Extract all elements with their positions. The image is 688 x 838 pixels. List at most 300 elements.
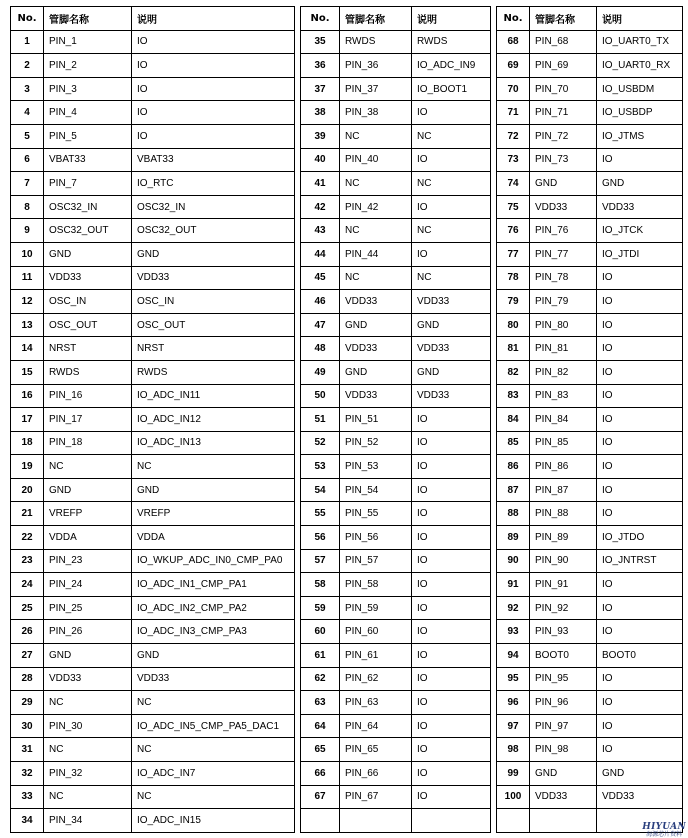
pin-name: NC: [340, 266, 412, 290]
pin-description: VDDA: [132, 526, 295, 550]
pin-name: PIN_25: [44, 596, 132, 620]
table-row: [497, 124, 683, 148]
table-row: [497, 408, 683, 432]
pin-name: RWDS: [44, 360, 132, 384]
pin-name: VDD33: [340, 290, 412, 314]
pin-description: IO: [597, 408, 683, 432]
pin-name: PIN_78: [530, 266, 597, 290]
pin-description: IO: [412, 431, 491, 455]
pin-name: VDD33: [44, 667, 132, 691]
pin-name: PIN_69: [530, 54, 597, 78]
pin-description: IO_ADC_IN9: [412, 54, 491, 78]
pin-name: PIN_63: [340, 691, 412, 715]
pin-name: NC: [44, 455, 132, 479]
pin-number: 23: [11, 549, 44, 573]
header-desc: 说明: [412, 7, 491, 31]
pin-description: IO: [597, 266, 683, 290]
table-row: [301, 77, 491, 101]
table-row: [11, 266, 295, 290]
pin-number: 92: [497, 596, 530, 620]
pin-number: 68: [497, 30, 530, 54]
pin-number: 73: [497, 148, 530, 172]
table-row: [11, 242, 295, 266]
table-row: [11, 172, 295, 196]
pin-name: PIN_16: [44, 384, 132, 408]
pin-description: IO: [597, 384, 683, 408]
pin-name: PIN_38: [340, 101, 412, 125]
table-row: [497, 762, 683, 786]
pin-description: BOOT0: [597, 644, 683, 668]
pin-name: PIN_71: [530, 101, 597, 125]
pin-name: PIN_5: [44, 124, 132, 148]
pin-name: PIN_66: [340, 762, 412, 786]
pin-name: PIN_76: [530, 219, 597, 243]
pin-description: IO: [597, 290, 683, 314]
table-header-row: [301, 7, 491, 31]
pin-description: IO: [412, 101, 491, 125]
pin-table-2: [300, 6, 491, 833]
pin-number: 80: [497, 313, 530, 337]
pin-name: NC: [44, 785, 132, 809]
pin-description: IO_JTCK: [597, 219, 683, 243]
table-row: [497, 573, 683, 597]
table-row: [11, 596, 295, 620]
pin-number: 45: [301, 266, 340, 290]
pin-name: NC: [340, 219, 412, 243]
table-row: [11, 77, 295, 101]
pin-number: 48: [301, 337, 340, 361]
pin-description: IO: [412, 762, 491, 786]
pin-name: BOOT0: [530, 644, 597, 668]
pin-description: NC: [132, 691, 295, 715]
pin-description: VDD33: [597, 195, 683, 219]
empty-cell: [530, 809, 597, 833]
pin-number: 94: [497, 644, 530, 668]
pin-description: IO: [412, 502, 491, 526]
pin-description: GND: [132, 242, 295, 266]
pin-name: NC: [44, 738, 132, 762]
pin-description: IO: [597, 573, 683, 597]
header-no: No.: [301, 7, 340, 31]
pin-number: 91: [497, 573, 530, 597]
pin-name: GND: [530, 762, 597, 786]
pin-description: IO: [412, 620, 491, 644]
header-pin-name: 管脚名称: [340, 7, 412, 31]
table-row: [497, 596, 683, 620]
pin-number: 44: [301, 242, 340, 266]
pin-number: 54: [301, 478, 340, 502]
header-pin-name: 管脚名称: [530, 7, 597, 31]
pin-description: IO: [412, 455, 491, 479]
table-row: [11, 573, 295, 597]
table-row: [11, 408, 295, 432]
pin-number: 46: [301, 290, 340, 314]
table-row: [301, 195, 491, 219]
table-row: [11, 313, 295, 337]
pin-number: 17: [11, 408, 44, 432]
pin-number: 36: [301, 54, 340, 78]
pin-name: GND: [44, 644, 132, 668]
pin-description: IO: [412, 195, 491, 219]
pin-description: VDD33: [412, 384, 491, 408]
pin-table-1: [10, 6, 295, 833]
pin-name: PIN_1: [44, 30, 132, 54]
pin-name: VDD33: [340, 337, 412, 361]
table-row: [497, 172, 683, 196]
pin-description: IO: [412, 526, 491, 550]
pin-number: 38: [301, 101, 340, 125]
pin-name: PIN_52: [340, 431, 412, 455]
table-row: [497, 738, 683, 762]
pin-name: PIN_18: [44, 431, 132, 455]
pin-description: IO_UART0_TX: [597, 30, 683, 54]
pin-description: IO: [412, 714, 491, 738]
pin-name: PIN_95: [530, 667, 597, 691]
table-row: [301, 738, 491, 762]
pin-number: 59: [301, 596, 340, 620]
pin-name: PIN_82: [530, 360, 597, 384]
pin-description: IO_ADC_IN5_CMP_PA5_DAC1: [132, 714, 295, 738]
pin-number: 84: [497, 408, 530, 432]
pin-number: 82: [497, 360, 530, 384]
table-row: [301, 337, 491, 361]
empty-cell: [301, 809, 340, 833]
pin-number: 33: [11, 785, 44, 809]
pin-description: VDD33: [132, 266, 295, 290]
header-pin-name: 管脚名称: [44, 7, 132, 31]
pin-name: PIN_77: [530, 242, 597, 266]
pin-name: NC: [44, 691, 132, 715]
pin-number: 9: [11, 219, 44, 243]
pin-name: PIN_64: [340, 714, 412, 738]
pin-name: PIN_85: [530, 431, 597, 455]
pin-description: IO_ADC_IN11: [132, 384, 295, 408]
pin-description: VDD33: [132, 667, 295, 691]
pin-number: 5: [11, 124, 44, 148]
pin-description: IO_WKUP_ADC_IN0_CMP_PA0: [132, 549, 295, 573]
pin-name: PIN_58: [340, 573, 412, 597]
pin-number: 21: [11, 502, 44, 526]
pin-name: VBAT33: [44, 148, 132, 172]
pin-description: GND: [412, 360, 491, 384]
pin-number: 60: [301, 620, 340, 644]
pin-name: PIN_17: [44, 408, 132, 432]
pin-name: PIN_2: [44, 54, 132, 78]
pin-description: OSC_IN: [132, 290, 295, 314]
pin-description: IO: [597, 691, 683, 715]
table-row: [301, 691, 491, 715]
pin-description: IO: [597, 148, 683, 172]
pin-name: PIN_32: [44, 762, 132, 786]
header-no: No.: [11, 7, 44, 31]
pin-description: IO_UART0_RX: [597, 54, 683, 78]
pin-description: IO_ADC_IN2_CMP_PA2: [132, 596, 295, 620]
table-row: [11, 337, 295, 361]
header-desc: 说明: [132, 7, 295, 31]
pin-name: OSC_OUT: [44, 313, 132, 337]
pin-name: PIN_83: [530, 384, 597, 408]
pin-name: PIN_36: [340, 54, 412, 78]
pin-name: PIN_72: [530, 124, 597, 148]
table-row: [11, 124, 295, 148]
pin-number: 79: [497, 290, 530, 314]
table-row: [11, 290, 295, 314]
pin-number: 56: [301, 526, 340, 550]
pin-number: 25: [11, 596, 44, 620]
pin-description: IO_JTDO: [597, 526, 683, 550]
pin-description: IO: [412, 596, 491, 620]
table-row: [11, 502, 295, 526]
pin-name: GND: [340, 360, 412, 384]
pin-description: IO_ADC_IN13: [132, 431, 295, 455]
table-row: [301, 360, 491, 384]
pin-number: 4: [11, 101, 44, 125]
table-row: [301, 573, 491, 597]
table-row: [497, 337, 683, 361]
pin-description: IO: [412, 242, 491, 266]
pin-name: PIN_87: [530, 478, 597, 502]
table-row: [11, 431, 295, 455]
pin-description: VDD33: [412, 337, 491, 361]
pin-description: IO: [412, 148, 491, 172]
pin-description: GND: [597, 762, 683, 786]
pin-description: IO_BOOT1: [412, 77, 491, 101]
pin-number: 99: [497, 762, 530, 786]
pin-number: 53: [301, 455, 340, 479]
header-no: No.: [497, 7, 530, 31]
pin-number: 90: [497, 549, 530, 573]
pin-number: 47: [301, 313, 340, 337]
table-row: [11, 101, 295, 125]
table-row-empty: [301, 809, 491, 833]
pin-number: 98: [497, 738, 530, 762]
table-row: [11, 762, 295, 786]
pin-number: 75: [497, 195, 530, 219]
table-row: [497, 360, 683, 384]
pin-name: PIN_73: [530, 148, 597, 172]
pin-number: 43: [301, 219, 340, 243]
pin-number: 15: [11, 360, 44, 384]
pin-description: IO: [412, 738, 491, 762]
watermark-line2: 海源芯片资料: [646, 831, 683, 838]
table-row: [301, 502, 491, 526]
pin-name: PIN_70: [530, 77, 597, 101]
pin-name: PIN_96: [530, 691, 597, 715]
pin-name: VDD33: [44, 266, 132, 290]
pin-number: 20: [11, 478, 44, 502]
pin-description: IO: [597, 360, 683, 384]
pin-name: PIN_98: [530, 738, 597, 762]
table-row: [11, 360, 295, 384]
table-header-row: [497, 7, 683, 31]
table-row: [497, 714, 683, 738]
pin-description: GND: [597, 172, 683, 196]
pin-number: 42: [301, 195, 340, 219]
table-row: [497, 290, 683, 314]
header-desc: 说明: [597, 7, 683, 31]
pin-description: IO: [132, 77, 295, 101]
pin-number: 88: [497, 502, 530, 526]
pin-name: PIN_65: [340, 738, 412, 762]
pin-name: PIN_23: [44, 549, 132, 573]
pin-number: 85: [497, 431, 530, 455]
table-row: [11, 667, 295, 691]
pin-number: 50: [301, 384, 340, 408]
pin-name: PIN_79: [530, 290, 597, 314]
pin-number: 86: [497, 455, 530, 479]
pin-number: 77: [497, 242, 530, 266]
pin-description: IO: [412, 644, 491, 668]
pin-name: OSC_IN: [44, 290, 132, 314]
pin-description: GND: [132, 478, 295, 502]
table-row: [497, 667, 683, 691]
table-row: [11, 195, 295, 219]
table-row: [301, 384, 491, 408]
table-row: [301, 30, 491, 54]
table-row: [497, 242, 683, 266]
pin-name: VDD33: [340, 384, 412, 408]
pin-description: IO: [132, 101, 295, 125]
pin-name: OSC32_OUT: [44, 219, 132, 243]
table-row: [497, 54, 683, 78]
pin-number: 96: [497, 691, 530, 715]
pin-name: PIN_86: [530, 455, 597, 479]
pin-number: 62: [301, 667, 340, 691]
pin-name: PIN_51: [340, 408, 412, 432]
pin-description: IO: [597, 478, 683, 502]
table-row: [497, 620, 683, 644]
pin-number: 16: [11, 384, 44, 408]
table-row: [11, 455, 295, 479]
pin-number: 7: [11, 172, 44, 196]
table-row: [301, 101, 491, 125]
pin-number: 57: [301, 549, 340, 573]
table-row: [497, 77, 683, 101]
pin-number: 100: [497, 785, 530, 809]
pin-name: PIN_62: [340, 667, 412, 691]
pin-name: NC: [340, 124, 412, 148]
pin-name: PIN_37: [340, 77, 412, 101]
pin-number: 76: [497, 219, 530, 243]
pin-name: PIN_42: [340, 195, 412, 219]
table-row: [301, 714, 491, 738]
pin-description: IO: [412, 667, 491, 691]
pin-number: 19: [11, 455, 44, 479]
table-row: [497, 30, 683, 54]
pin-number: 41: [301, 172, 340, 196]
pin-number: 78: [497, 266, 530, 290]
pin-name: RWDS: [340, 30, 412, 54]
pin-number: 24: [11, 573, 44, 597]
pin-description: NRST: [132, 337, 295, 361]
table-row: [497, 219, 683, 243]
pin-name: PIN_54: [340, 478, 412, 502]
pin-description: IO: [412, 478, 491, 502]
pin-name: PIN_89: [530, 526, 597, 550]
table-row: [301, 148, 491, 172]
pin-name: PIN_84: [530, 408, 597, 432]
table-header-row: [11, 7, 295, 31]
pin-name: PIN_34: [44, 809, 132, 833]
pin-name: PIN_81: [530, 337, 597, 361]
pin-number: 72: [497, 124, 530, 148]
pin-number: 58: [301, 573, 340, 597]
pin-description: NC: [132, 738, 295, 762]
pin-description: IO_JTDI: [597, 242, 683, 266]
pin-description: IO_ADC_IN15: [132, 809, 295, 833]
pin-description: OSC_OUT: [132, 313, 295, 337]
pin-description: IO_ADC_IN12: [132, 408, 295, 432]
pin-description: IO_USBDP: [597, 101, 683, 125]
pin-description: IO: [132, 54, 295, 78]
table-row: [497, 101, 683, 125]
pin-name: PIN_24: [44, 573, 132, 597]
pin-number: 34: [11, 809, 44, 833]
watermark-logo: [642, 823, 686, 838]
pin-number: 95: [497, 667, 530, 691]
pin-name: PIN_3: [44, 77, 132, 101]
table-row: [11, 219, 295, 243]
pin-name: PIN_68: [530, 30, 597, 54]
pin-number: 10: [11, 242, 44, 266]
pin-name: GND: [44, 242, 132, 266]
table-row: [11, 620, 295, 644]
pin-number: 49: [301, 360, 340, 384]
table-row: [497, 644, 683, 668]
table-row: [301, 313, 491, 337]
pin-description: NC: [132, 785, 295, 809]
pin-number: 8: [11, 195, 44, 219]
pin-name: PIN_4: [44, 101, 132, 125]
pin-number: 2: [11, 54, 44, 78]
table-row: [11, 714, 295, 738]
table-row: [301, 172, 491, 196]
pin-number: 87: [497, 478, 530, 502]
pin-description: IO_JTMS: [597, 124, 683, 148]
empty-cell: [340, 809, 412, 833]
pin-number: 31: [11, 738, 44, 762]
pin-number: 26: [11, 620, 44, 644]
table-row: [301, 124, 491, 148]
pin-name: PIN_40: [340, 148, 412, 172]
table-row: [301, 526, 491, 550]
pin-number: 52: [301, 431, 340, 455]
pin-number: 74: [497, 172, 530, 196]
pin-name: PIN_30: [44, 714, 132, 738]
pin-name: NRST: [44, 337, 132, 361]
pin-description: RWDS: [132, 360, 295, 384]
table-row: [497, 266, 683, 290]
pin-name: VDD33: [530, 195, 597, 219]
pin-number: 63: [301, 691, 340, 715]
pin-name: PIN_56: [340, 526, 412, 550]
pin-name: PIN_26: [44, 620, 132, 644]
pin-description: NC: [412, 124, 491, 148]
pin-description: IO: [597, 714, 683, 738]
table-row: [301, 596, 491, 620]
pin-name: PIN_88: [530, 502, 597, 526]
pin-description: NC: [412, 266, 491, 290]
pin-description: IO_ADC_IN3_CMP_PA3: [132, 620, 295, 644]
pin-description: GND: [132, 644, 295, 668]
pin-name: PIN_53: [340, 455, 412, 479]
table-row: [301, 549, 491, 573]
table-row: [11, 478, 295, 502]
pin-name: PIN_55: [340, 502, 412, 526]
table-row: [497, 455, 683, 479]
pin-number: 66: [301, 762, 340, 786]
pin-name: PIN_93: [530, 620, 597, 644]
